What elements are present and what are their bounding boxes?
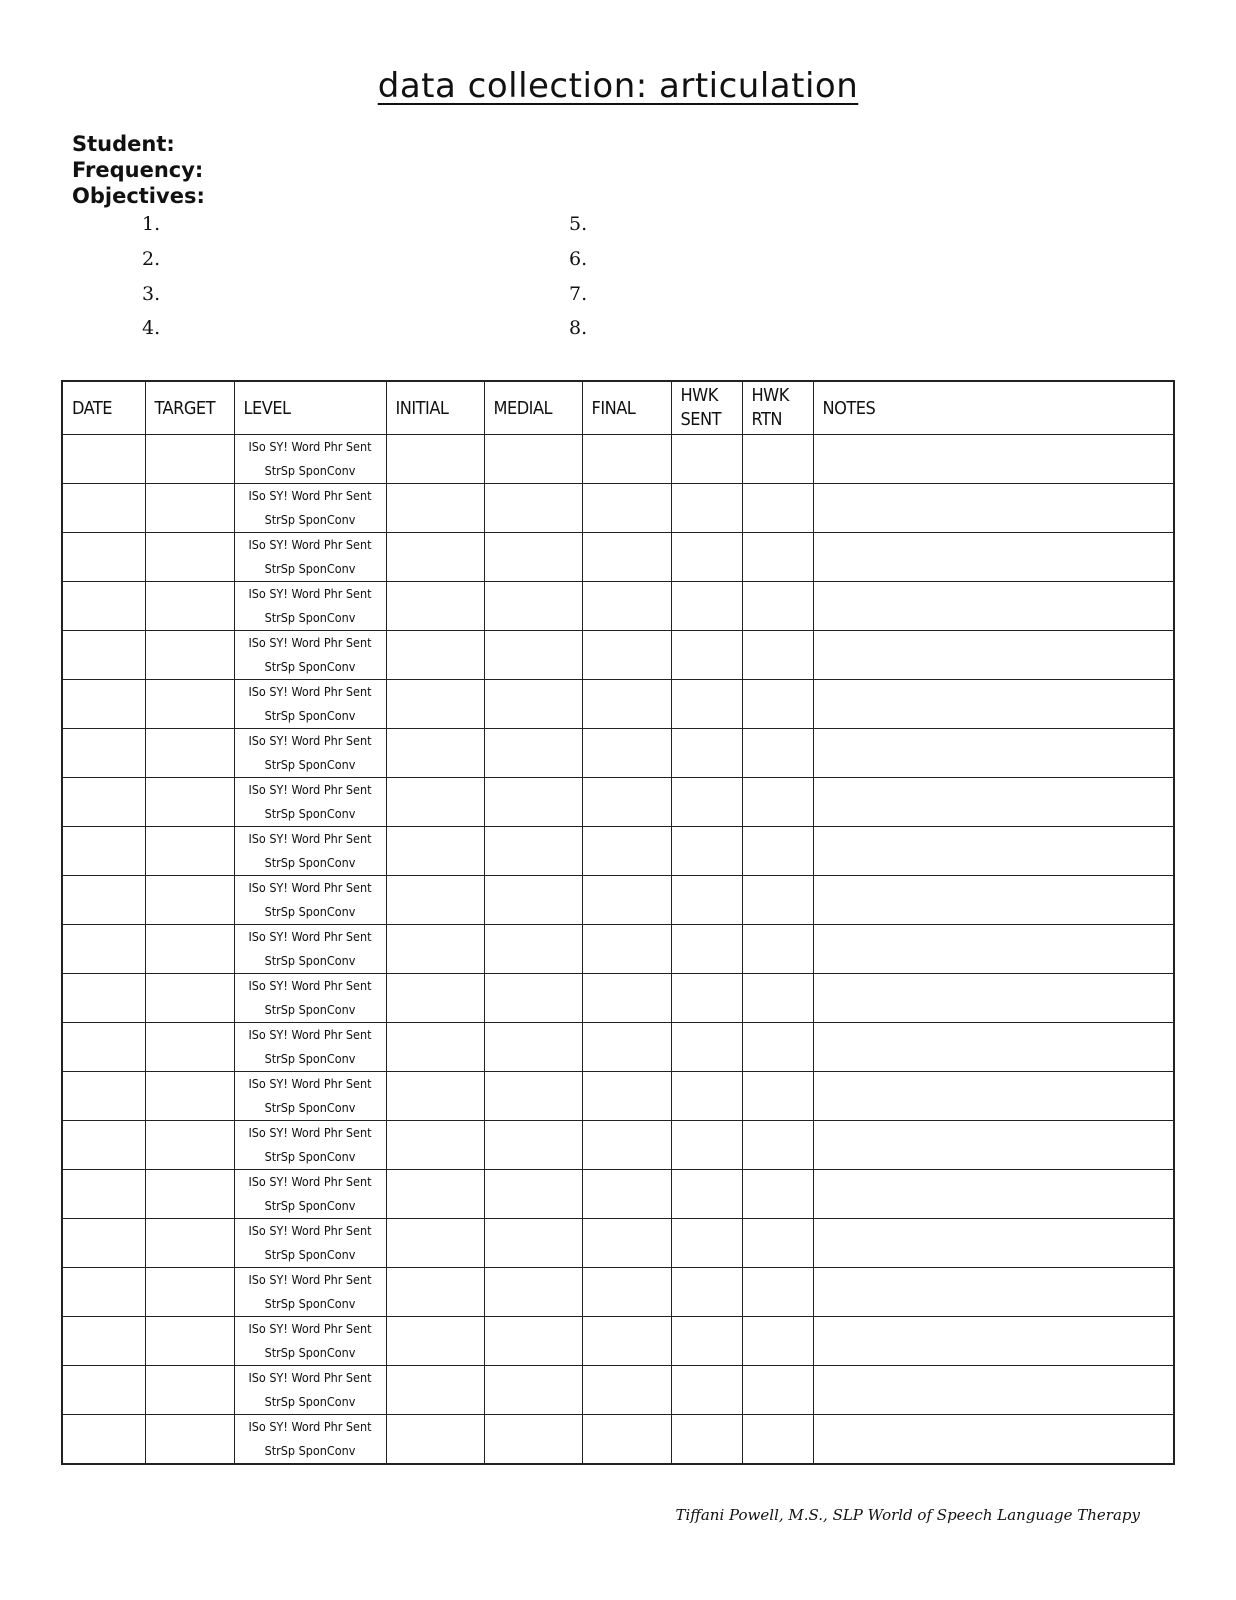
objective-number-3: 3. [142,283,161,305]
cell-target[interactable] [145,1366,234,1415]
cell-hwk-sent[interactable] [671,533,742,582]
cell-final[interactable] [582,778,671,827]
cell-final[interactable] [582,876,671,925]
level-options-line1: ISo SY! Word Phr Sent [248,929,372,944]
cell-level [234,827,386,876]
cell-notes[interactable] [813,533,1174,582]
objective-number-2: 2. [142,248,161,270]
table-row [62,1268,1174,1317]
cell-target[interactable] [145,484,234,533]
level-options-line2: StrSp SponConv [264,1002,356,1017]
level-options-line1: ISo SY! Word Phr Sent [248,1076,372,1091]
cell-notes[interactable] [813,582,1174,631]
cell-hwk-rtn[interactable] [742,778,813,827]
cell-initial[interactable] [386,1170,484,1219]
cell-hwk-rtn[interactable] [742,1121,813,1170]
cell-notes[interactable] [813,925,1174,974]
cell-notes[interactable] [813,827,1174,876]
cell-level [234,1170,386,1219]
level-options-line2: StrSp SponConv [264,708,356,723]
level-options-line2: StrSp SponConv [264,855,356,870]
cell-notes[interactable] [813,1219,1174,1268]
cell-date[interactable] [62,680,145,729]
level-options-line2: StrSp SponConv [264,953,356,968]
cell-hwk-rtn[interactable] [742,1219,813,1268]
header-hwk-sent-line1: HWK [680,385,718,406]
cell-hwk-sent[interactable] [671,778,742,827]
cell-final[interactable] [582,631,671,680]
cell-hwk-sent[interactable] [671,1366,742,1415]
cell-final[interactable] [582,974,671,1023]
cell-hwk-sent[interactable] [671,974,742,1023]
cell-level [234,1023,386,1072]
frequency-label: Frequency: [72,158,204,182]
table-row [62,1121,1174,1170]
cell-initial[interactable] [386,484,484,533]
level-options-line2: StrSp SponConv [264,1100,356,1115]
level-options-line2: StrSp SponConv [264,1051,356,1066]
cell-initial[interactable] [386,1072,484,1121]
cell-notes[interactable] [813,1415,1174,1465]
cell-hwk-sent[interactable] [671,1415,742,1465]
cell-level [234,1366,386,1415]
level-options-line1: ISo SY! Word Phr Sent [248,831,372,846]
footer-credit: Tiffani Powell, M.S., SLP World of Speech Language Therapy [675,1506,1140,1524]
cell-initial[interactable] [386,1366,484,1415]
header-final: FINAL [582,381,671,435]
cell-target[interactable] [145,680,234,729]
cell-hwk-sent[interactable] [671,1170,742,1219]
cell-hwk-rtn[interactable] [742,925,813,974]
cell-medial[interactable] [484,1072,582,1121]
cell-date[interactable] [62,778,145,827]
level-options-line1: ISo SY! Word Phr Sent [248,1419,372,1434]
cell-hwk-sent[interactable] [671,582,742,631]
cell-level [234,484,386,533]
cell-medial[interactable] [484,1317,582,1366]
cell-hwk-rtn[interactable] [742,631,813,680]
cell-level [234,1072,386,1121]
table-row [62,435,1174,484]
cell-initial[interactable] [386,582,484,631]
level-options-line1: ISo SY! Word Phr Sent [248,1272,372,1287]
cell-medial[interactable] [484,484,582,533]
cell-date[interactable] [62,827,145,876]
level-options-line1: ISo SY! Word Phr Sent [248,439,372,454]
cell-notes[interactable] [813,680,1174,729]
cell-final[interactable] [582,1121,671,1170]
level-options-line1: ISo SY! Word Phr Sent [248,586,372,601]
cell-level [234,778,386,827]
cell-notes[interactable] [813,1366,1174,1415]
level-options-line1: ISo SY! Word Phr Sent [248,684,372,699]
level-options-line1: ISo SY! Word Phr Sent [248,880,372,895]
objective-number-6: 6. [569,248,588,270]
cell-hwk-sent[interactable] [671,1317,742,1366]
cell-date[interactable] [62,876,145,925]
level-options-line2: StrSp SponConv [264,659,356,674]
cell-hwk-rtn[interactable] [742,876,813,925]
cell-medial[interactable] [484,1170,582,1219]
page-title: data collection: articulation [377,66,859,106]
cell-target[interactable] [145,1219,234,1268]
cell-level [234,876,386,925]
header-date: DATE [62,381,145,435]
level-options-line2: StrSp SponConv [264,806,356,821]
cell-initial[interactable] [386,876,484,925]
level-options-line1: ISo SY! Word Phr Sent [248,1027,372,1042]
cell-hwk-sent[interactable] [671,1121,742,1170]
cell-hwk-sent[interactable] [671,680,742,729]
cell-date[interactable] [62,1317,145,1366]
header-target: TARGET [145,381,234,435]
table-row [62,1219,1174,1268]
cell-hwk-rtn[interactable] [742,974,813,1023]
table-row [62,1317,1174,1366]
cell-date[interactable] [62,1415,145,1465]
level-options-line2: StrSp SponConv [264,463,356,478]
table-row [62,484,1174,533]
cell-date[interactable] [62,1170,145,1219]
table-body [62,435,1174,1465]
cell-hwk-sent[interactable] [671,1268,742,1317]
cell-hwk-rtn[interactable] [742,1170,813,1219]
table-row [62,1072,1174,1121]
cell-final[interactable] [582,1415,671,1465]
cell-initial[interactable] [386,680,484,729]
cell-hwk-sent[interactable] [671,435,742,484]
cell-notes[interactable] [813,1072,1174,1121]
level-options-line2: StrSp SponConv [264,512,356,527]
cell-level [234,435,386,484]
level-options-line1: ISo SY! Word Phr Sent [248,1174,372,1189]
cell-target[interactable] [145,729,234,778]
cell-hwk-rtn[interactable] [742,484,813,533]
objective-number-5: 5. [569,213,588,235]
cell-final[interactable] [582,1219,671,1268]
cell-initial[interactable] [386,1023,484,1072]
header-hwk-rtn [742,381,813,435]
cell-notes[interactable] [813,1268,1174,1317]
cell-level [234,729,386,778]
objective-number-7: 7. [569,283,588,305]
header-hwk-sent [671,381,742,435]
level-options-line1: ISo SY! Word Phr Sent [248,1370,372,1385]
cell-notes[interactable] [813,1170,1174,1219]
cell-target[interactable] [145,1317,234,1366]
cell-hwk-rtn[interactable] [742,827,813,876]
cell-medial[interactable] [484,680,582,729]
header-hwk-rtn-line1: HWK [751,385,789,406]
cell-medial[interactable] [484,974,582,1023]
cell-final[interactable] [582,1023,671,1072]
cell-notes[interactable] [813,876,1174,925]
level-options-line1: ISo SY! Word Phr Sent [248,488,372,503]
cell-medial[interactable] [484,435,582,484]
level-options-line1: ISo SY! Word Phr Sent [248,1223,372,1238]
cell-hwk-rtn[interactable] [742,1317,813,1366]
cell-initial[interactable] [386,729,484,778]
cell-medial[interactable] [484,925,582,974]
table-row [62,778,1174,827]
level-options-line2: StrSp SponConv [264,1394,356,1409]
table-row [62,680,1174,729]
cell-hwk-sent[interactable] [671,876,742,925]
cell-date[interactable] [62,1121,145,1170]
cell-hwk-sent[interactable] [671,1072,742,1121]
cell-date[interactable] [62,533,145,582]
level-options-line2: StrSp SponConv [264,904,356,919]
cell-final[interactable] [582,533,671,582]
cell-target[interactable] [145,1072,234,1121]
cell-hwk-rtn[interactable] [742,435,813,484]
cell-hwk-sent[interactable] [671,1219,742,1268]
table-row [62,1023,1174,1072]
header-initial: INITIAL [386,381,484,435]
cell-date[interactable] [62,1072,145,1121]
table-row [62,974,1174,1023]
level-options-line2: StrSp SponConv [264,1345,356,1360]
cell-notes[interactable] [813,1121,1174,1170]
cell-date[interactable] [62,974,145,1023]
cell-target[interactable] [145,631,234,680]
cell-notes[interactable] [813,631,1174,680]
level-options-line2: StrSp SponConv [264,1443,356,1458]
cell-hwk-rtn[interactable] [742,1366,813,1415]
level-options-line1: ISo SY! Word Phr Sent [248,978,372,993]
cell-date[interactable] [62,925,145,974]
cell-final[interactable] [582,484,671,533]
level-options-line2: StrSp SponConv [264,1296,356,1311]
table-row [62,876,1174,925]
cell-hwk-sent[interactable] [671,729,742,778]
cell-initial[interactable] [386,974,484,1023]
student-label: Student: [72,132,175,156]
cell-hwk-sent[interactable] [671,484,742,533]
cell-final[interactable] [582,729,671,778]
cell-level [234,533,386,582]
cell-hwk-sent[interactable] [671,925,742,974]
cell-medial[interactable] [484,631,582,680]
cell-hwk-rtn[interactable] [742,533,813,582]
cell-medial[interactable] [484,827,582,876]
cell-target[interactable] [145,1121,234,1170]
cell-hwk-rtn[interactable] [742,680,813,729]
cell-hwk-rtn[interactable] [742,1268,813,1317]
header-notes: NOTES [813,381,1174,435]
level-options-line1: ISo SY! Word Phr Sent [248,782,372,797]
cell-final[interactable] [582,1268,671,1317]
level-options-line2: StrSp SponConv [264,1198,356,1213]
cell-final[interactable] [582,1072,671,1121]
cell-target[interactable] [145,435,234,484]
cell-notes[interactable] [813,484,1174,533]
cell-initial[interactable] [386,631,484,680]
cell-date[interactable] [62,484,145,533]
cell-date[interactable] [62,1268,145,1317]
cell-target[interactable] [145,974,234,1023]
table-row [62,533,1174,582]
header-hwk-rtn-line2: RTN [751,409,782,430]
cell-final[interactable] [582,582,671,631]
cell-target[interactable] [145,876,234,925]
header-medial: MEDIAL [484,381,582,435]
level-options-line2: StrSp SponConv [264,757,356,772]
cell-initial[interactable] [386,1415,484,1465]
cell-level [234,925,386,974]
level-options-line1: ISo SY! Word Phr Sent [248,733,372,748]
level-options-line2: StrSp SponConv [264,610,356,625]
cell-level [234,1415,386,1465]
cell-target[interactable] [145,925,234,974]
cell-hwk-sent[interactable] [671,631,742,680]
cell-date[interactable] [62,1366,145,1415]
objective-number-1: 1. [142,213,161,235]
cell-notes[interactable] [813,729,1174,778]
table-row [62,582,1174,631]
cell-notes[interactable] [813,1317,1174,1366]
cell-hwk-rtn[interactable] [742,1072,813,1121]
cell-medial[interactable] [484,729,582,778]
cell-initial[interactable] [386,1121,484,1170]
cell-level [234,1219,386,1268]
cell-initial[interactable] [386,533,484,582]
cell-target[interactable] [145,827,234,876]
cell-medial[interactable] [484,1366,582,1415]
cell-date[interactable] [62,435,145,484]
cell-final[interactable] [582,925,671,974]
table-row [62,827,1174,876]
cell-hwk-rtn[interactable] [742,729,813,778]
table-row [62,1366,1174,1415]
cell-notes[interactable] [813,435,1174,484]
cell-hwk-sent[interactable] [671,1023,742,1072]
cell-date[interactable] [62,729,145,778]
level-options-line2: StrSp SponConv [264,1149,356,1164]
cell-date[interactable] [62,1023,145,1072]
cell-initial[interactable] [386,1268,484,1317]
cell-final[interactable] [582,827,671,876]
cell-level [234,680,386,729]
level-options-line1: ISo SY! Word Phr Sent [248,537,372,552]
level-options-line2: StrSp SponConv [264,1247,356,1262]
cell-medial[interactable] [484,1219,582,1268]
cell-date[interactable] [62,1219,145,1268]
cell-level [234,582,386,631]
table-row [62,1415,1174,1465]
cell-hwk-rtn[interactable] [742,1023,813,1072]
header-row [62,381,1174,435]
cell-initial[interactable] [386,827,484,876]
cell-date[interactable] [62,631,145,680]
cell-initial[interactable] [386,1317,484,1366]
cell-level [234,631,386,680]
cell-level [234,1121,386,1170]
cell-target[interactable] [145,1170,234,1219]
cell-final[interactable] [582,1170,671,1219]
cell-level [234,1317,386,1366]
cell-initial[interactable] [386,925,484,974]
level-options-line1: ISo SY! Word Phr Sent [248,1125,372,1140]
cell-final[interactable] [582,1317,671,1366]
cell-date[interactable] [62,582,145,631]
cell-hwk-rtn[interactable] [742,1415,813,1465]
level-options-line2: StrSp SponConv [264,561,356,576]
cell-level [234,974,386,1023]
cell-medial[interactable] [484,582,582,631]
data-collection-table [61,380,1175,1465]
cell-hwk-rtn[interactable] [742,582,813,631]
table-row [62,729,1174,778]
cell-initial[interactable] [386,778,484,827]
cell-medial[interactable] [484,1415,582,1465]
cell-final[interactable] [582,435,671,484]
table-row [62,1170,1174,1219]
cell-medial[interactable] [484,778,582,827]
cell-hwk-sent[interactable] [671,827,742,876]
objective-number-4: 4. [142,317,161,339]
cell-notes[interactable] [813,778,1174,827]
objectives-label: Objectives: [72,184,205,208]
cell-final[interactable] [582,680,671,729]
header-level: LEVEL [234,381,386,435]
level-options-line1: ISo SY! Word Phr Sent [248,1321,372,1336]
level-options-line1: ISo SY! Word Phr Sent [248,635,372,650]
cell-initial[interactable] [386,435,484,484]
cell-target[interactable] [145,1268,234,1317]
cell-notes[interactable] [813,974,1174,1023]
cell-medial[interactable] [484,533,582,582]
cell-medial[interactable] [484,1023,582,1072]
cell-notes[interactable] [813,1023,1174,1072]
cell-target[interactable] [145,1023,234,1072]
cell-medial[interactable] [484,876,582,925]
cell-medial[interactable] [484,1121,582,1170]
cell-target[interactable] [145,533,234,582]
cell-initial[interactable] [386,1219,484,1268]
objective-number-8: 8. [569,317,588,339]
table-row [62,631,1174,680]
cell-target[interactable] [145,582,234,631]
table-row [62,925,1174,974]
cell-target[interactable] [145,1415,234,1465]
header-hwk-sent-line2: SENT [680,409,722,430]
cell-target[interactable] [145,778,234,827]
cell-level [234,1268,386,1317]
cell-final[interactable] [582,1366,671,1415]
cell-medial[interactable] [484,1268,582,1317]
